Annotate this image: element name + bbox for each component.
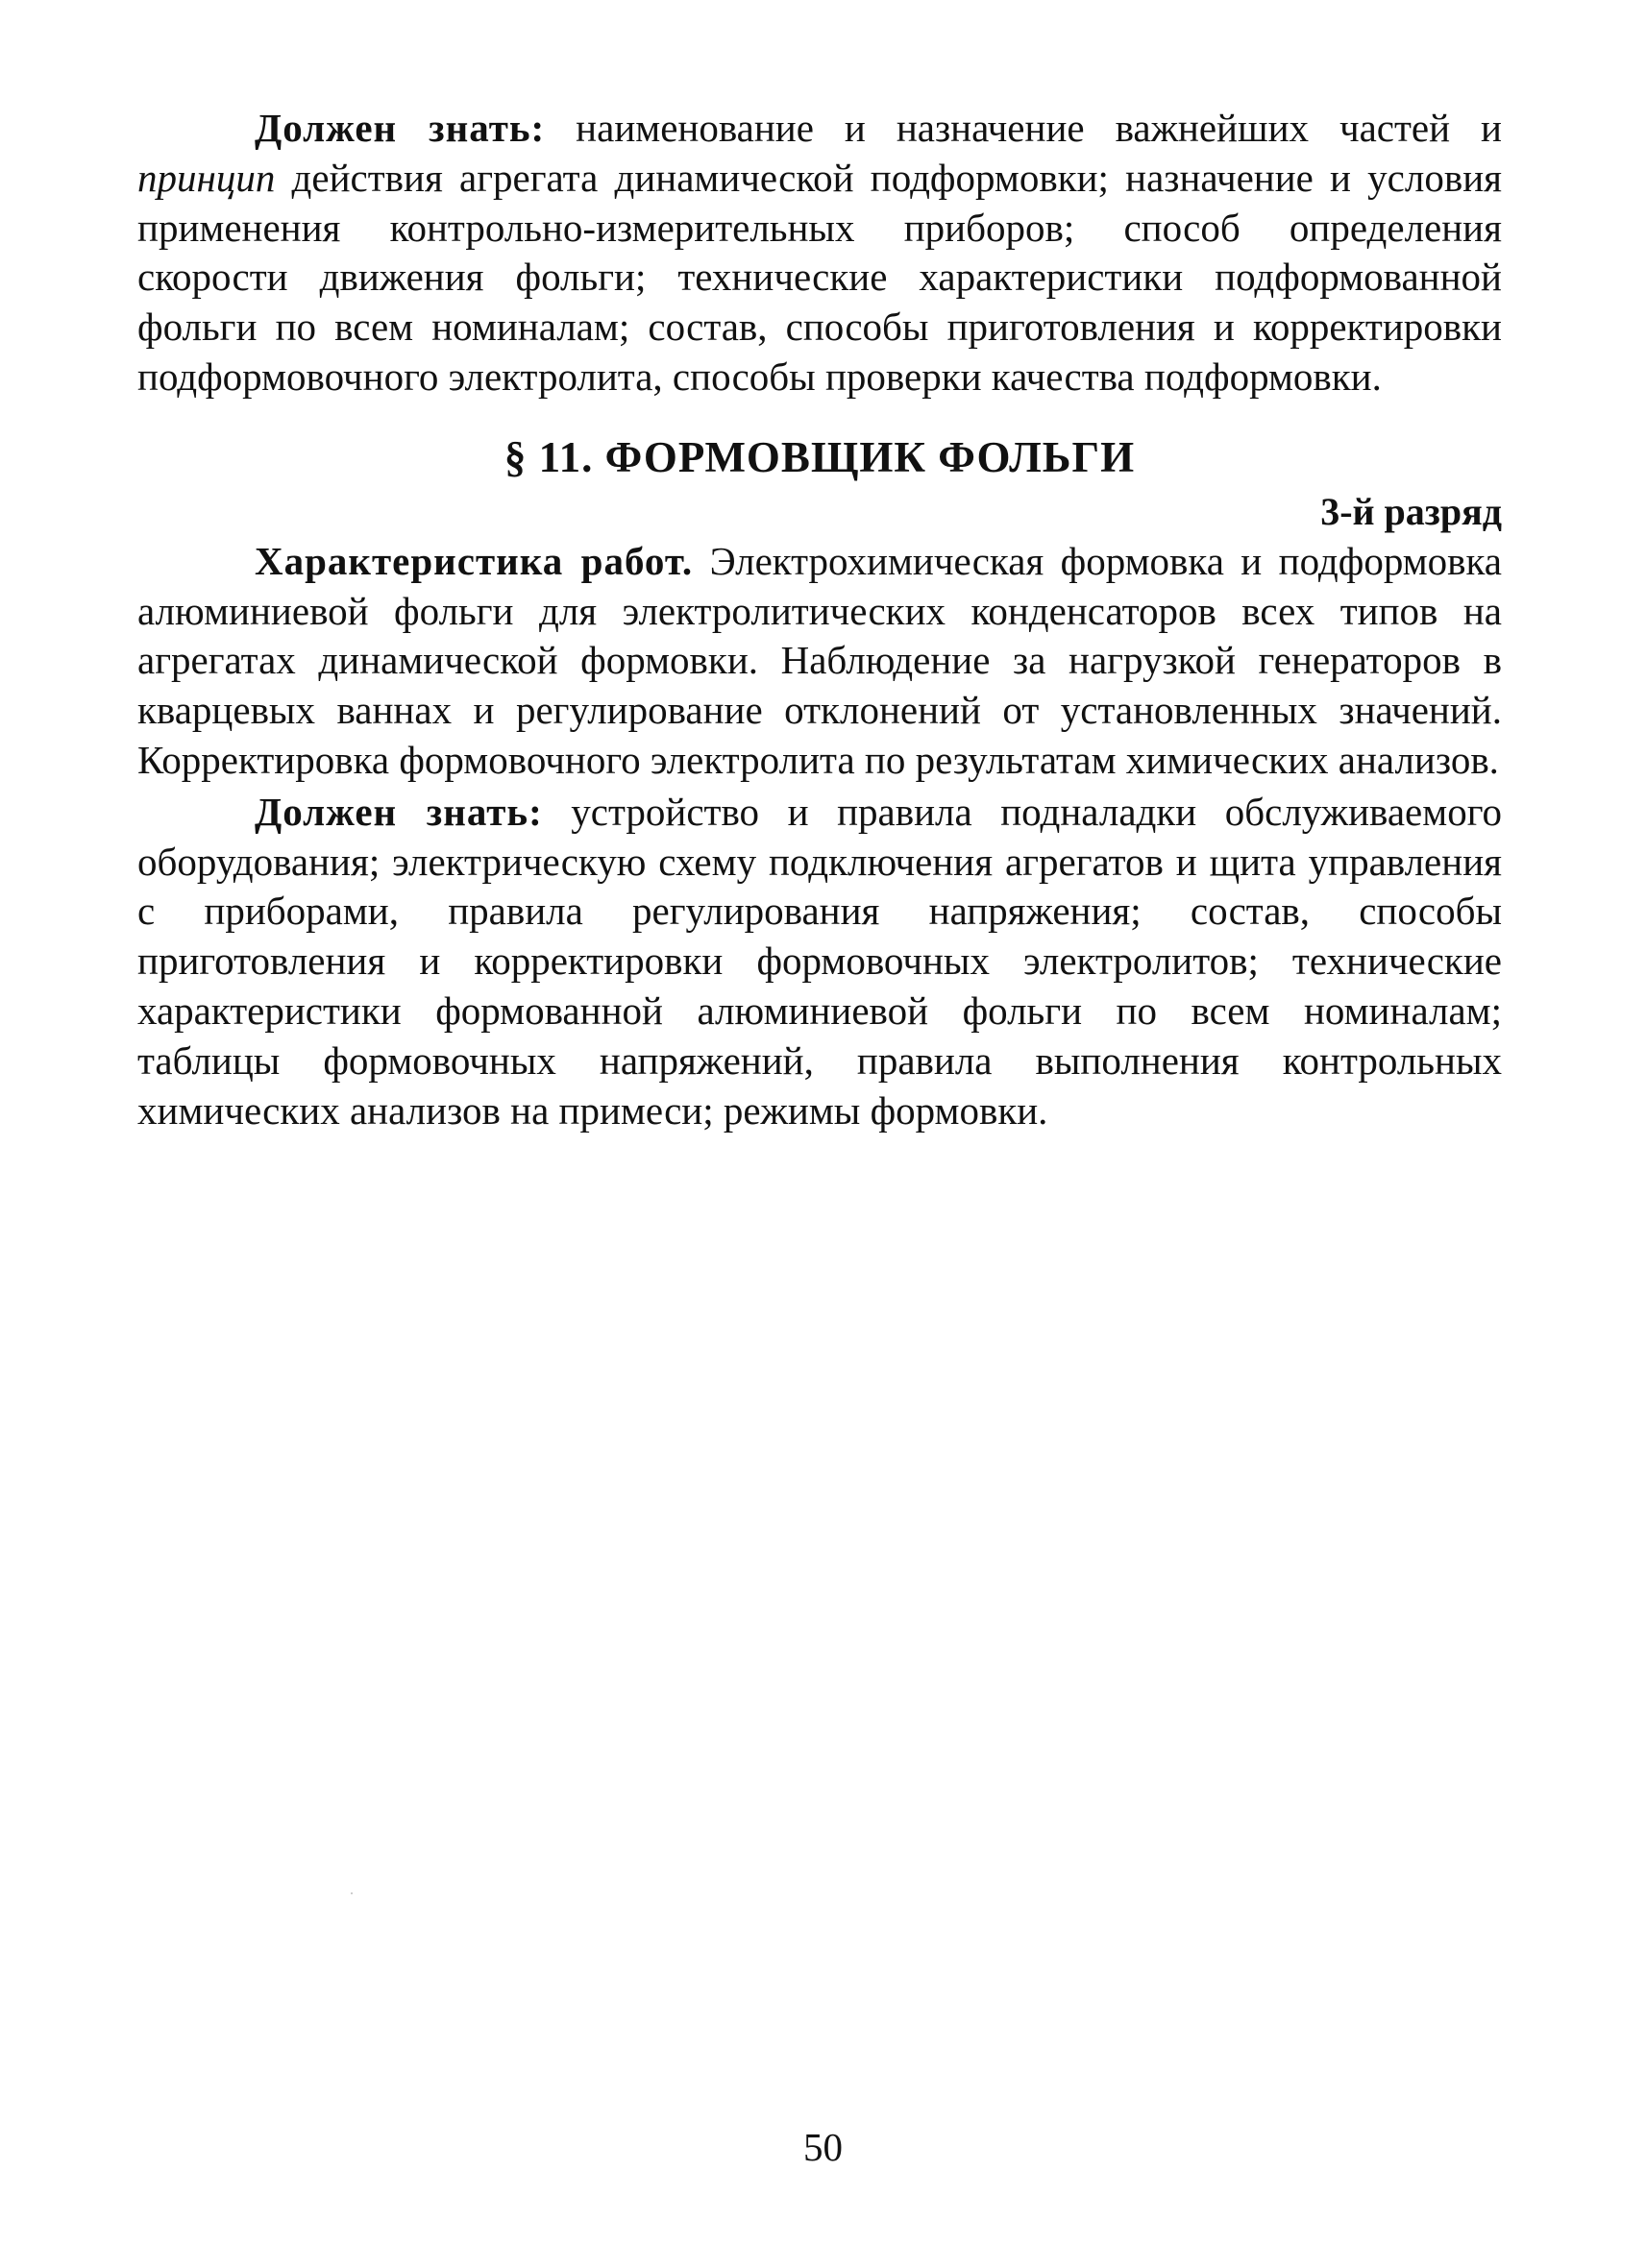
knowledge-lead-2: Должен знать: — [255, 789, 543, 834]
knowledge-italic-1: принцип — [137, 155, 276, 200]
knowledge-text-1a: наименование и назначение важнейших частей и — [545, 106, 1502, 150]
work-characteristics-text: Электрохимическая формовка и подформовка алюминиевой фольги для электролитических конденсаторов всех типов на агрегатах динамической формовки. Наблюдение за нагрузкой генераторов в кварцевых ваннах и регулирование отклонений от установленных значений. Корректировка формовочного электролита по результатам химических анализов. — [137, 538, 1502, 782]
knowledge-text-1b: действия агрегата динамической подформовки; назначение и условия применения контрольно-измерительных приборов; способ определения скорости движения фольги; технические характеристики подформованной фольги по всем номиналам; состав, способы приготовления и корректировки подформовочного электролита, способы проверки качества подформовки. — [137, 155, 1502, 399]
knowledge-paragraph-1 — [137, 104, 1502, 402]
work-characteristics-paragraph — [137, 537, 1502, 786]
scan-speck — [351, 1892, 353, 1894]
work-characteristics-lead: Характеристика работ. — [255, 538, 694, 583]
page-number: 50 — [803, 2125, 843, 2169]
section-title: § 11. ФОРМОВЩИК ФОЛЬГИ — [504, 432, 1136, 481]
text-column — [137, 104, 1502, 1135]
grade-label: 3-й разряд — [1320, 489, 1502, 533]
knowledge-paragraph-2 — [137, 788, 1502, 1136]
knowledge-text-2: устройство и правила подналадки обслуживаемого оборудования; электрическую схему подключения агрегатов и щита управления с приборами, правила регулирования напряжения; состав, способы приготовления и корректировки формовочных электролитов; технические характеристики формованной алюминиевой фольги по всем номиналам; таблицы формовочных напряжений, правила выполнения контрольных химических анализов на примеси; режимы формовки. — [137, 789, 1502, 1133]
knowledge-lead-1: Должен знать: — [255, 106, 546, 150]
